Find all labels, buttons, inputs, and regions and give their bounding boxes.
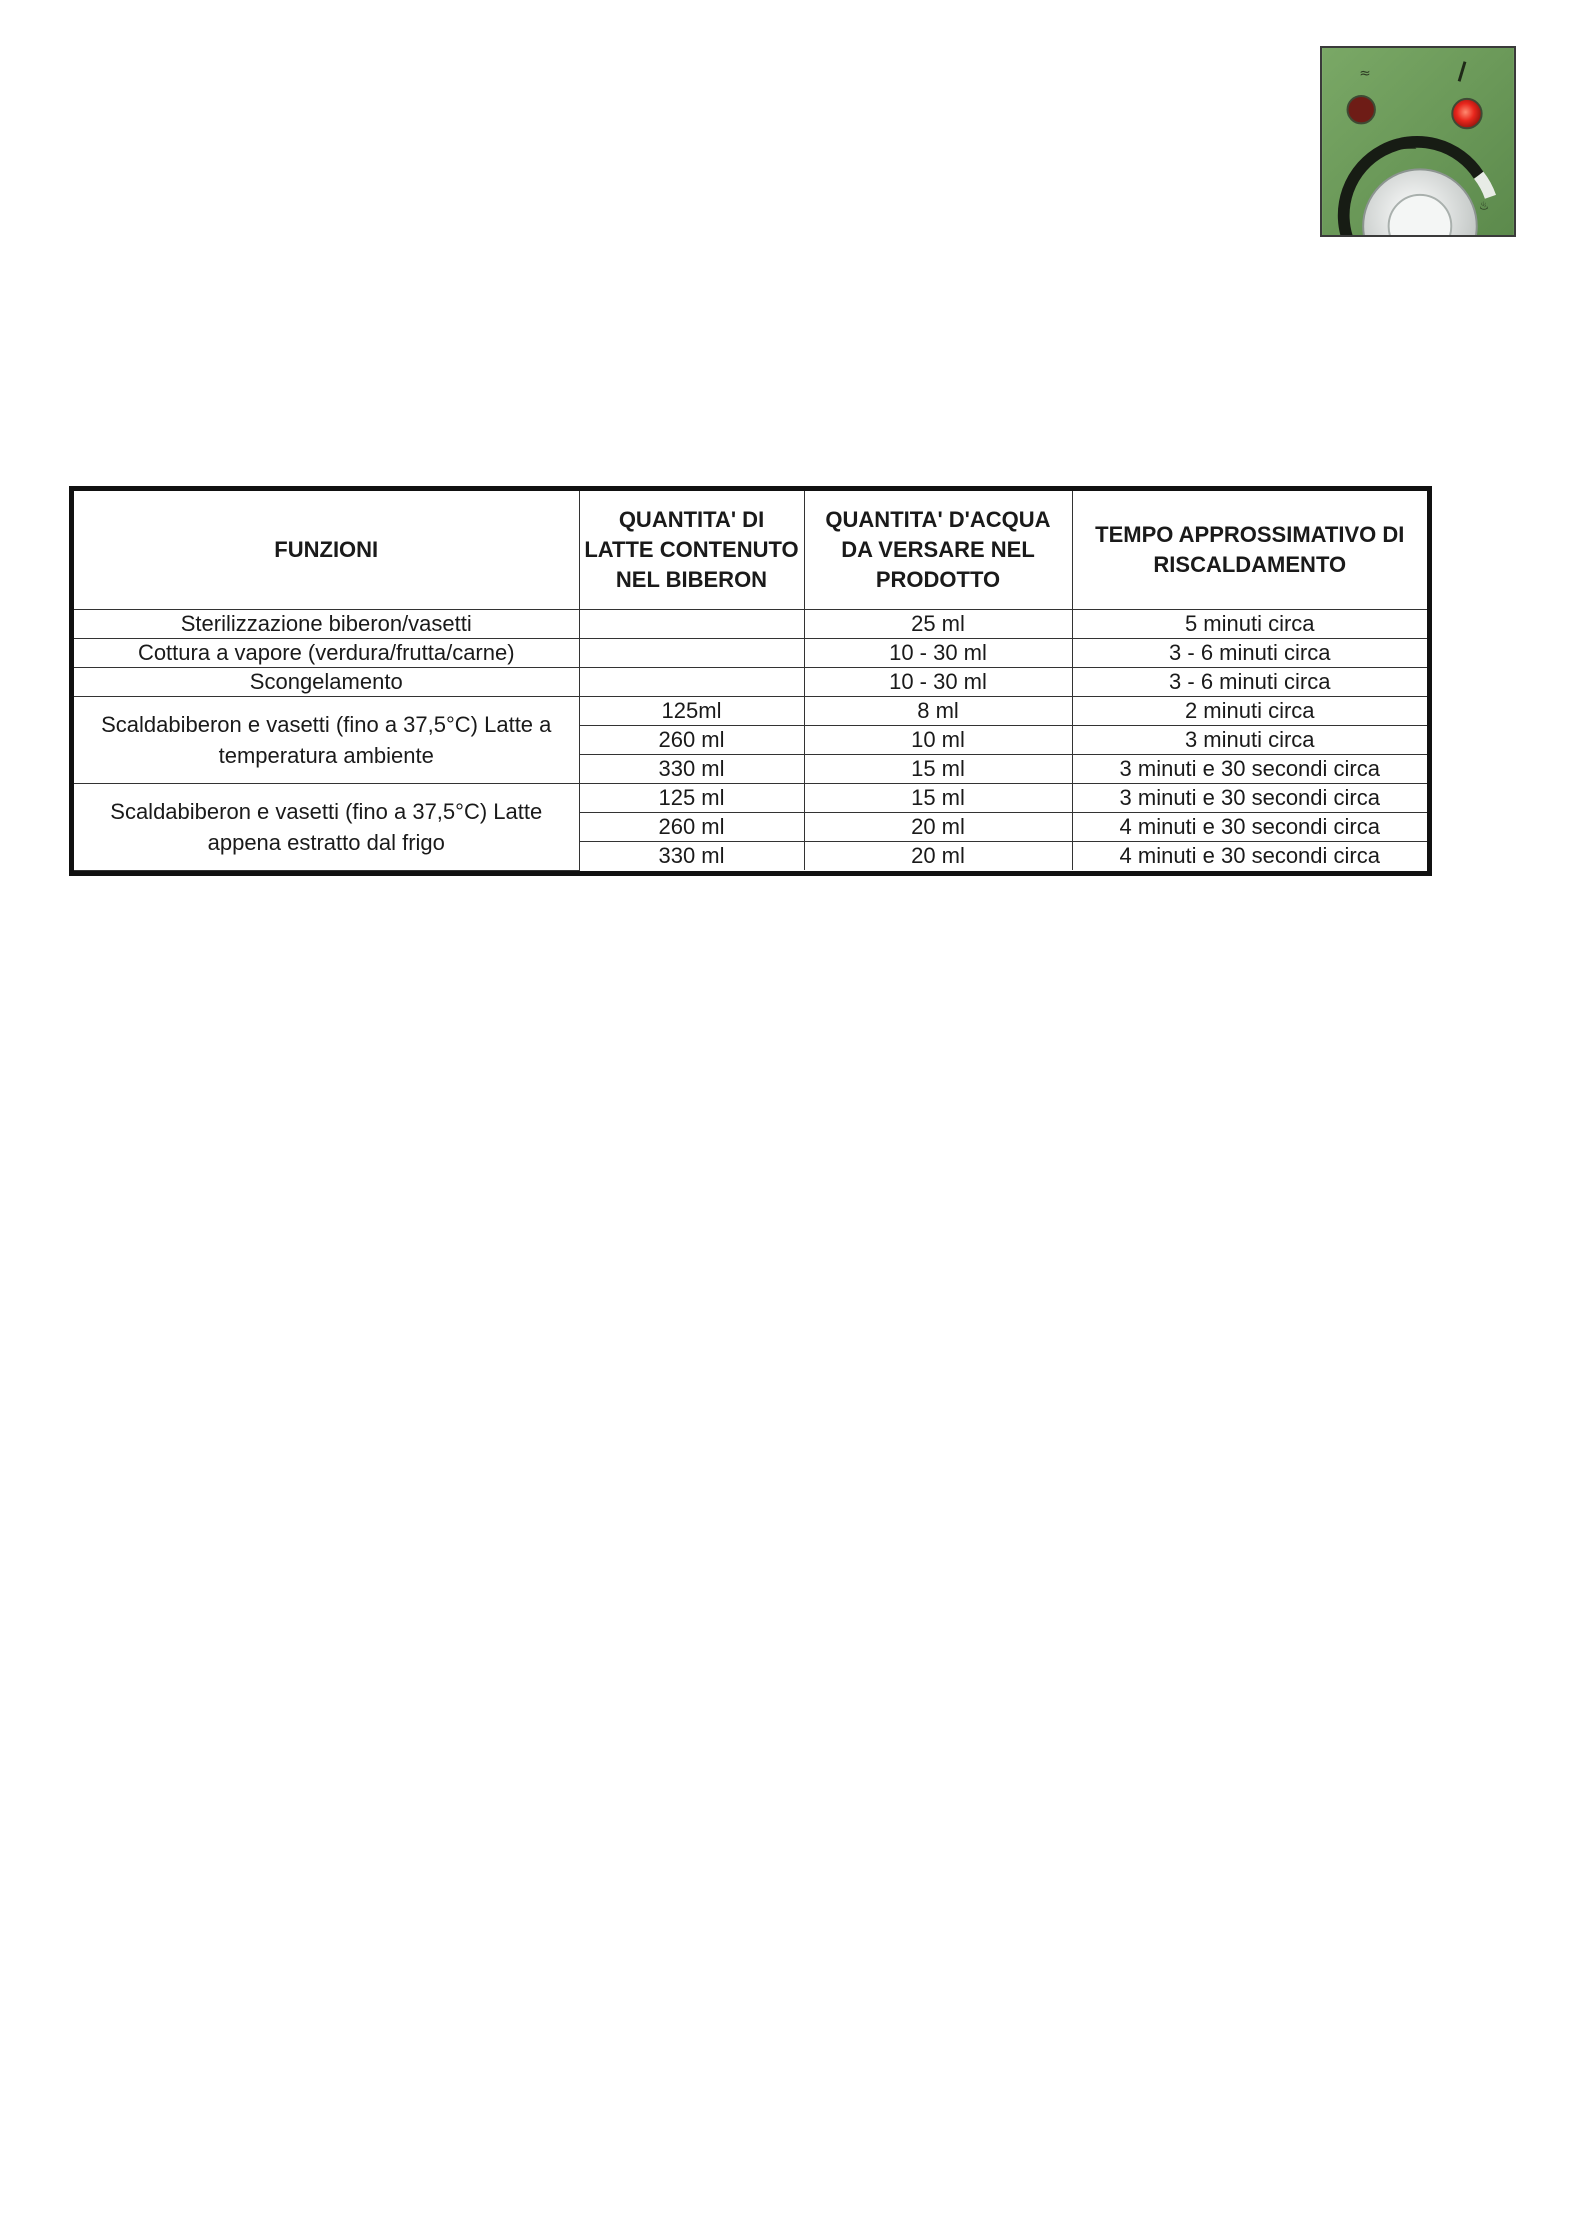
time-cell: 3 minuti e 30 secondi circa <box>1072 784 1427 813</box>
header-tempo: TEMPO APPROSSIMATIVO DI RISCALDAMENTO <box>1072 491 1427 610</box>
heating-times-table <box>69 486 1432 876</box>
table-row <box>74 668 1427 697</box>
function-group-cell: Scaldabiberon e vasetti (fino a 37,5°C) Latte a temperatura ambiente <box>74 697 579 784</box>
milk-cell: 260 ml <box>579 813 804 842</box>
water-cell: 10 - 30 ml <box>804 639 1072 668</box>
header-funzioni: FUNZIONI <box>74 491 579 610</box>
svg-text:♨: ♨ <box>1478 198 1490 213</box>
water-cell: 25 ml <box>804 610 1072 639</box>
time-cell: 3 - 6 minuti circa <box>1072 639 1427 668</box>
water-cell: 10 ml <box>804 726 1072 755</box>
header-quantita-latte: QUANTITA' DI LATTE CONTENUTO NEL BIBERON <box>579 491 804 610</box>
table-row <box>74 697 1427 726</box>
milk-cell: 260 ml <box>579 726 804 755</box>
time-cell: 3 - 6 minuti circa <box>1072 668 1427 697</box>
milk-cell: 330 ml <box>579 755 804 784</box>
water-cell: 8 ml <box>804 697 1072 726</box>
water-cell: 10 - 30 ml <box>804 668 1072 697</box>
time-cell: 2 minuti circa <box>1072 697 1427 726</box>
milk-cell <box>579 610 804 639</box>
time-cell: 4 minuti e 30 secondi circa <box>1072 813 1427 842</box>
svg-text:≈: ≈ <box>1359 65 1371 82</box>
milk-cell <box>579 668 804 697</box>
function-cell: Scongelamento <box>74 668 579 697</box>
header-quantita-acqua: QUANTITA' D'ACQUA DA VERSARE NEL PRODOTTO <box>804 491 1072 610</box>
device-control-panel-photo <box>1320 46 1516 237</box>
time-cell: 4 minuti e 30 secondi circa <box>1072 842 1427 871</box>
table-header-row <box>74 491 1427 610</box>
milk-cell: 125 ml <box>579 784 804 813</box>
time-cell: 3 minuti circa <box>1072 726 1427 755</box>
milk-cell: 330 ml <box>579 842 804 871</box>
table-row <box>74 784 1427 813</box>
function-group-cell: Scaldabiberon e vasetti (fino a 37,5°C) Latte appena estratto dal frigo <box>74 784 579 871</box>
water-cell: 15 ml <box>804 784 1072 813</box>
milk-cell: 125ml <box>579 697 804 726</box>
water-cell: 20 ml <box>804 813 1072 842</box>
function-cell: Cottura a vapore (verdura/frutta/carne) <box>74 639 579 668</box>
water-cell: 15 ml <box>804 755 1072 784</box>
time-cell: 5 minuti circa <box>1072 610 1427 639</box>
function-cell: Sterilizzazione biberon/vasetti <box>74 610 579 639</box>
table-row <box>74 639 1427 668</box>
water-cell: 20 ml <box>804 842 1072 871</box>
milk-cell <box>579 639 804 668</box>
time-cell: 3 minuti e 30 secondi circa <box>1072 755 1427 784</box>
table-row <box>74 610 1427 639</box>
